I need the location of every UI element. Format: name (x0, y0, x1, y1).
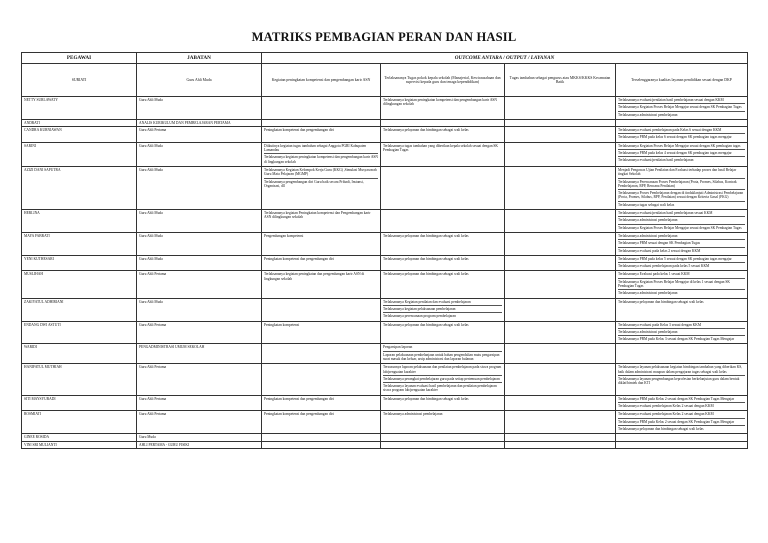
table-row (22, 344, 748, 364)
outcome-item: Terlaksananya administrasi pembelajaran (383, 412, 443, 417)
outcome-cell-c2 (381, 127, 505, 143)
jabatan-cell: Guru Ahli Muda (137, 255, 262, 271)
outcome-cell-c3 (505, 364, 616, 395)
outcome-cell-c4 (616, 97, 748, 120)
outcome-item: Terlaksananya Evaluasi pada kelas 1 sesuai KKM (618, 272, 745, 278)
employee-name-cell: CANDRA KURNIAWAN (22, 127, 137, 143)
outcome-cell-c1 (262, 441, 381, 448)
outcome-item: Terlaksananya evaluasi pada Kelas 3 sesuai dengan KKM (618, 323, 745, 329)
outcome-item: Terlaksananya pelayanan dan bimbingan sebagai wali kelas (383, 272, 469, 277)
jabatan-cell: Guru Ahli Pertama (137, 127, 262, 143)
outcome-item: Terlaksananya evaluasi/penilaian hasil pembelajaran sesuai KKM (618, 211, 745, 217)
outcome-cell-c3 (505, 271, 616, 298)
outcome-cell-c4 (616, 142, 748, 166)
outcome-item: Terlaksananya evaluasi pembelajaran pada kelas 5 sesuai KKM (618, 264, 710, 269)
table-row (22, 411, 748, 434)
outcome-cell-c4 (616, 321, 748, 344)
outcome-cell-c1 (262, 395, 381, 411)
outcome-cell-c2 (381, 344, 505, 364)
table-row (22, 364, 748, 395)
jabatan-cell: Guru Ahli Muda (137, 97, 262, 120)
header-col1: Kegiatan peningkatan kompetensi dan pengembangan karir ASN (262, 64, 381, 97)
table-row (22, 210, 748, 233)
outcome-cell-c2 (381, 97, 505, 120)
outcome-cell-c4 (616, 119, 748, 126)
outcome-item: Laporan pelaksanaan pembelanjaan untuk bahan pengendalian mutu pengarsipan surat masuk dan keluar, arsip administrasi dan laporan bulanan (383, 352, 500, 361)
jabatan-cell: Guru Ahli Pertama (137, 411, 262, 434)
outcome-cell-c4 (616, 411, 748, 434)
table-row (22, 119, 748, 126)
outcome-item: Menjadi Pengawas Ujian Penilaian dan Evaluasi terhadap proses dan hasil Belajar tingkat Sekolah (618, 168, 745, 179)
header-sub-jabatan: Guru Ahli Muda (137, 64, 262, 97)
outcome-cell-c2 (381, 298, 505, 321)
outcome-item: Terlaksananya Kegiatan Kelompok Kerja Guru (KKG) ,Simulasi Musyawarah Guru Mata Pelajaran (MGMP) (264, 168, 378, 179)
outcome-item: Terlaksananya tugas sebagai wali kelas (618, 202, 675, 207)
outcome-item: Peningkatan kompetensi dan pengembangan diri (264, 396, 334, 401)
outcome-cell-c3 (505, 166, 616, 209)
outcome-item: Pengarsipan laporan (383, 345, 502, 351)
outcome-item: Terlaksananya Kegiatan Proses Belajar Mengajar sesuai dengan SK pembagian tugas (618, 144, 745, 150)
outcome-cell-c3 (505, 255, 616, 271)
employee-name-cell: WARIDI (22, 344, 137, 364)
jabatan-cell: Guru Ahli Pertama (137, 321, 262, 344)
outcome-item: Terlaksananya perangkat pembelajaran guru pada setiap pertemuan pembelajaran (383, 377, 502, 383)
role-matrix-table (21, 52, 748, 449)
outcome-item: Terlaksananya pelayanan dan bimbingan sebagai wali kelas (383, 396, 469, 401)
outcome-cell-c2 (381, 255, 505, 271)
outcome-item: Terlaksananya pelayanan dan bimbingan sebagai wali kelas (618, 426, 704, 431)
outcome-item: Terlaksananya tugas tambahan yang diberikan kepala sekolah sesuai dengan SK Pembagian Tugas (383, 143, 499, 153)
header-row-main (22, 53, 748, 64)
outcome-cell-c3 (505, 127, 616, 143)
outcome-cell-c3 (505, 321, 616, 344)
header-row-sub (22, 64, 748, 97)
outcome-cell-c1 (262, 232, 381, 255)
outcome-item: Terlaksananya Perencanaan Proses Pembelajaran (Prota, Promes, Silabus, Kontrak Pembelajaran, RPP, Rencana Penilaian) (618, 180, 745, 191)
jabatan-cell: Guru Muda (137, 434, 262, 441)
outcome-item: Terlaksananya PBM sesuai dengan SK Pembagian Tugas (618, 241, 745, 247)
outcome-cell-c1 (262, 166, 381, 209)
outcome-cell-c4 (616, 441, 748, 448)
outcome-item: Peningkatan kompetensi dan pengembangan diri (264, 256, 334, 261)
outcome-cell-c2 (381, 271, 505, 298)
outcome-cell-c4 (616, 364, 748, 395)
outcome-item: Terlaksananya pelayanan dan bimbingan sebagai wali kelas (383, 322, 469, 327)
employee-name-cell: MUSLIHAH (22, 271, 137, 298)
table-row (22, 97, 748, 120)
outcome-cell-c1 (262, 97, 381, 120)
jabatan-cell: Guru Ahli Muda (137, 166, 262, 209)
outcome-item: Terlaksananya PBM pada kelas 6 sesuai dengan SK pembagian tugas mengajar (618, 135, 732, 140)
table-row (22, 166, 748, 209)
outcome-cell-c1 (262, 298, 381, 321)
outcome-cell-c4 (616, 271, 748, 298)
outcome-cell-c2 (381, 119, 505, 126)
outcome-cell-c4 (616, 210, 748, 233)
outcome-item: Pengembangan kompetensi (264, 233, 304, 238)
outcome-item: Peningkatan kompetensi dan pengembangan diri (264, 128, 334, 133)
outcome-item: Terlaksananya administrasi pembelajaran (618, 112, 678, 117)
outcome-cell-c1 (262, 127, 381, 143)
outcome-cell-c2 (381, 232, 505, 255)
outcome-item: Terlaksananya administrasi pembelajaran (618, 218, 745, 224)
employee-name-cell: MAYA FABRATI (22, 232, 137, 255)
jabatan-cell: AHLI PERTAMA - GURU FISIKI (137, 441, 262, 448)
outcome-cell-c4 (616, 395, 748, 411)
outcome-cell-c3 (505, 434, 616, 441)
outcome-cell-c4 (616, 166, 748, 209)
outcome-item: Terlaksananya evaluasi/penilaian hasil pembelajaran (618, 158, 694, 163)
outcome-cell-c1 (262, 271, 381, 298)
outcome-cell-c4 (616, 255, 748, 271)
outcome-item: Terlaksananya pelayanan dan bimbingan sebagai wali kelas (383, 128, 469, 133)
outcome-cell-c1 (262, 411, 381, 434)
header-pegawai: PEGAWAI (22, 53, 137, 64)
outcome-cell-c3 (505, 344, 616, 364)
table-row (22, 271, 748, 298)
outcome-item: Terlaksananya evaluasi pada kelas 2 sesuai dengan KKM (618, 248, 701, 253)
table-row (22, 298, 748, 321)
outcome-item: Peningkatan kompetensi (264, 322, 300, 327)
outcome-item: Terlaksananya kegiatan peningkatan dan pengembangan karir ASN di lingkungan sekolah (264, 272, 365, 281)
outcome-cell-c1 (262, 344, 381, 364)
jabatan-cell: Guru Ahli Muda (137, 142, 262, 166)
header-col2: Terlaksananya Tugas pokok kepala sekolah (Manajerial, Kewirausahaan dan supervisi kepada guru dan tenaga kependidikan) (381, 64, 505, 97)
outcome-item: Terlaksananya layanan evaluasi hasil pembelajaran dan penilaian pembelajaran siswa program lab/penguatan karakter (383, 384, 497, 393)
outcome-item: Terlaksananya evaluasi pembelajaran pada Kelas 6 sesuai dengan KKM (618, 128, 745, 134)
outcome-item: Terlaksananya PBM pada kelas 5 sesuai dengan SK pembagian tugas mengajar (618, 257, 745, 263)
table-row (22, 395, 748, 411)
jabatan-cell: ANALIS KURIKULUM DAN PEMBELAJARAN PERTAMA (137, 119, 262, 126)
outcome-item: Terlaksananya Kegiatan Proses Belajar Mengajar sesuai dengan SK Pembagian Tugas (618, 105, 745, 111)
outcome-cell-c2 (381, 142, 505, 166)
outcome-cell-c3 (505, 119, 616, 126)
employee-name-cell: YENI KUTHESARI (22, 255, 137, 271)
employee-name-cell: ROSMIATI (22, 411, 137, 434)
outcome-cell-c1 (262, 142, 381, 166)
outcome-cell-c2 (381, 441, 505, 448)
outcome-item: Terlaksananya PBM pada kelas 4 sesuai dengan SK pembagian tugas mengajar (618, 151, 745, 157)
employee-name-cell: AZIZI DANI SAPUTRA (22, 166, 137, 209)
outcome-cell-c3 (505, 395, 616, 411)
table-row (22, 255, 748, 271)
table-row (22, 321, 748, 344)
outcome-cell-c4 (616, 344, 748, 364)
outcome-item: Terlaksananya kegiatan Peningkatan kompetensi dan Pengembangan karir ASN dilingkungan sekolah (264, 211, 371, 220)
employee-name-cell: ANDRATI (22, 119, 137, 126)
outcome-cell-c3 (505, 210, 616, 233)
outcome-cell-c1 (262, 434, 381, 441)
table-row (22, 441, 748, 448)
outcome-item: Terlaksananya kegiatan pelaksanaan pembelajaran (383, 307, 502, 313)
outcome-item: Diikutinya kegiatan tugas tambahan sebagai Anggota PGRI Kabupaten Lamandau (264, 144, 378, 155)
outcome-item: Terlaksananya layanan pelaksanaan kegiatan bimbingan tambahan yang diberikan KS, baik dalam administrasi maupun dalam pengajaran tugas sebagai wali kelas (618, 365, 745, 376)
matrix-body (22, 97, 748, 449)
table-row (22, 127, 748, 143)
header-sub-name: SURIATI (22, 64, 137, 97)
outcome-cell-c3 (505, 142, 616, 166)
outcome-cell-c3 (505, 441, 616, 448)
outcome-item: Terlaksananya layanan pengembangan keprofesian berkelanjutan guru dalam bentuk diklat/bimtek dan KTI (618, 376, 740, 386)
outcome-cell-c3 (505, 411, 616, 434)
outcome-item: Peningkatan kompetensi dan pengembangan diri (264, 412, 334, 417)
header-jabatan: JABATAN (137, 53, 262, 64)
table-row (22, 434, 748, 441)
jabatan-cell: Guru Ahli Pertama (137, 271, 262, 298)
outcome-item: Terlaksananya Proses Pembelajaran dengan di tindaklanjuti Administrasi Pembelajaran (Prota, Promes, Silabus, RPP, Penilaian) sesuai dengan Kriteria Gasal (FKG) (618, 191, 745, 202)
employee-name-cell: SITI MAYSYURADI (22, 395, 137, 411)
employee-name-cell: NETTY SURLAWATY (22, 97, 137, 120)
outcome-item: Terlaksananya kegiatan peningkatan kompetensi dan pengembangan karir ASN dilingkungan sekolah (383, 98, 498, 107)
outcome-cell-c3 (505, 298, 616, 321)
employee-name-cell: ENDANG DWI ASTUTI (22, 321, 137, 344)
outcome-item: Terlaksananya pengembangan diri Guru baik secara Pribadi, Instansi, Organisasi, dll (264, 179, 364, 188)
page-title: MATRIKS PEMBAGIAN PERAN DAN HASIL (251, 30, 517, 44)
outcome-cell-c2 (381, 210, 505, 233)
outcome-cell-c2 (381, 364, 505, 395)
outcome-item: Terlaksananya pelayanan dan bimbingan sebagai wali kelas (383, 256, 469, 261)
outcome-cell-c2 (381, 395, 505, 411)
outcome-item: Tersusunnya laporan pelaksanaan dan penilaian pembelajaran pada siswa program lab/penguatan karakter (383, 365, 502, 376)
outcome-item: Terlaksananya Kegiatan Proses Belajar Mengajar di kelas 1 sesuai dengan SK Pembagian Tugas (618, 280, 745, 291)
header-outcome: OUTCOME ANTARA / OUTPUT / LAYANAN (262, 53, 748, 64)
outcome-cell-c2 (381, 434, 505, 441)
outcome-cell-c2 (381, 411, 505, 434)
outcome-item: Terlaksananya evaluasi pembelajaran Kelas 2 sesuai dengan KKM (618, 412, 745, 418)
employee-name-cell: SARINI (22, 142, 137, 166)
outcome-cell-c4 (616, 127, 748, 143)
outcome-item: Terlaksananya pelayanan dan bimbingan sebagai wali kelas (383, 233, 469, 238)
outcome-cell-c2 (381, 166, 505, 209)
jabatan-cell: Guru Ahli Muda (137, 298, 262, 321)
outcome-item: Terlaksananya administrasi pembelajaran (618, 291, 678, 296)
outcome-cell-c2 (381, 321, 505, 344)
outcome-item: Terlaksananya administrasi pembelajaran (618, 234, 745, 240)
outcome-cell-c4 (616, 434, 748, 441)
outcome-cell-c3 (505, 232, 616, 255)
employee-name-cell: ZAKIYATUL ADHIRIANI (22, 298, 137, 321)
outcome-cell-c1 (262, 364, 381, 395)
outcome-item: Terlaksananya Kegiatan penilaian dan evaluasi pembelajaran (383, 300, 502, 306)
jabatan-cell: Guru Ahli Muda (137, 232, 262, 255)
employee-name-cell: HERLINA (22, 210, 137, 233)
outcome-cell-c3 (505, 97, 616, 120)
employee-name-cell: GINEE ROSIDA (22, 434, 137, 441)
outcome-item: Terlaksananya PBM pada Kelas 2 sesuai dengan SK Pembagian Tugas Mengajar (618, 397, 745, 403)
outcome-cell-c4 (616, 298, 748, 321)
outcome-item: Terlaksananya PBM pada Kelas 3 sesuai dengan SK Pembagian Tugas Mengajar (618, 337, 735, 342)
outcome-item: Terlaksananya evaluasi pembelajaran Kelas 2 sesuai dengan KKM (618, 404, 714, 409)
table-row (22, 232, 748, 255)
table-row (22, 142, 748, 166)
outcome-item: Terlaksananya perencanaan program pembelajaran (383, 314, 456, 319)
jabatan-cell: Guru Ahli Pertama (137, 395, 262, 411)
jabatan-cell: PENGADMINISTRASI UMUM SEKOLAH (137, 344, 262, 364)
outcome-item: Terlaksananya administrasi pembelajaran (618, 330, 745, 336)
outcome-item: Terlaksananya evaluasi/penilaian hasil pembelajaran sesuai dengan KKM (618, 98, 745, 104)
header-col3: Tugas tambahan sebagai pengurus atau MKKS/KKKS Kecamatan Batik (505, 64, 616, 97)
outcome-cell-c1 (262, 255, 381, 271)
jabatan-cell: Guru Ahli Pertama (137, 364, 262, 395)
outcome-item: Terlaksananya kegiatan peningkatan kompetensi dan pengembangan karir ASN di lingkungan sekolah (264, 155, 379, 164)
outcome-item: Terlaksananya Kegiatan Proses Belajar Mengajar sesuai dengan SK Pembagian Tugas (618, 225, 742, 230)
outcome-cell-c1 (262, 210, 381, 233)
outcome-item: Terlaksananya pelayanan dan bimbingan sebagai wali kelas (618, 299, 704, 304)
outcome-item: Terlaksananya PBM pada Kelas 2 sesuai dengan SK Pembagian Tugas Mengajar (618, 420, 745, 426)
outcome-cell-c1 (262, 321, 381, 344)
outcome-cell-c1 (262, 119, 381, 126)
outcome-cell-c4 (616, 232, 748, 255)
jabatan-cell: Guru Ahli Muda (137, 210, 262, 233)
employee-name-cell: HANIFATUL MUTHIAH (22, 364, 137, 395)
employee-name-cell: VINI SRI MULIANTI (22, 441, 137, 448)
header-col4: Terselenggaranya kualitas layanan pendidikan sesuai dengan DKP (616, 64, 748, 97)
